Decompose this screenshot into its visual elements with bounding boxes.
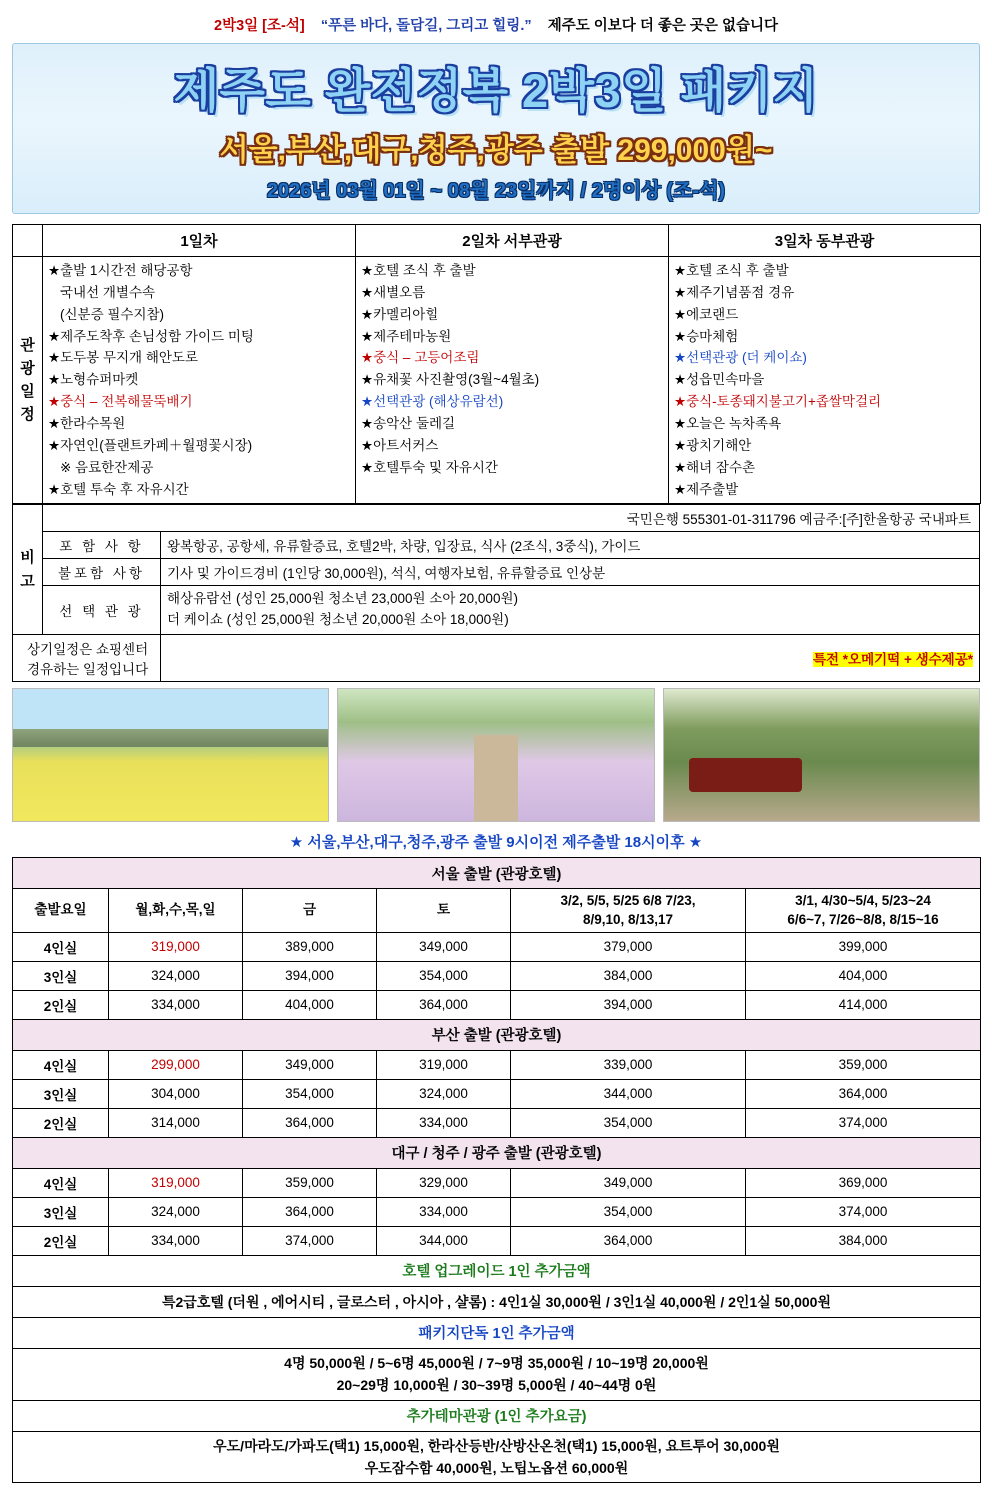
day3-line-7: ★중식-토종돼지불고기+좁쌀막걸리 <box>674 394 882 410</box>
day3-line-4: ★승마체험 <box>674 328 739 344</box>
day2-line-7: ★선택관광 (해상유람선) <box>361 394 504 410</box>
daegu-row-1-val-1: 364,000 <box>243 1197 377 1226</box>
daegu-row-2-val-3: 364,000 <box>511 1226 746 1255</box>
ecoland-train-photo <box>663 688 980 822</box>
upgrade-title: 호텔 업그레이드 1인 추가금액 <box>13 1255 981 1286</box>
seoul-row-0-val-2: 349,000 <box>377 932 511 961</box>
day3-line-8: ★오늘은 녹차족욕 <box>674 416 782 432</box>
daegu-row-2-val-1: 374,000 <box>243 1226 377 1255</box>
busan-row-1-label: 3인실 <box>13 1079 109 1108</box>
price-section-busan-title-row <box>13 1019 981 1050</box>
notes-include-key: 포 함 사 항 <box>43 532 161 559</box>
price-col-header-1: 월,화,수,목,일 <box>109 889 243 932</box>
day3-line-11: ★제주출발 <box>674 481 739 497</box>
daegu-row-0-val-0: 319,000 <box>109 1168 243 1197</box>
table-row <box>13 1079 981 1108</box>
seoul-row-2-val-4: 414,000 <box>746 990 981 1019</box>
seoul-row-0-val-4: 399,000 <box>746 932 981 961</box>
daegu-row-2-val-4: 384,000 <box>746 1226 981 1255</box>
notes-include-value: 왕복항공, 공항세, 유류할증료, 호텔2박, 차량, 입장료, 식사 (2조식, 3중식), 가이드 <box>161 532 980 559</box>
seoul-row-0-val-3: 379,000 <box>511 932 746 961</box>
busan-row-0-val-1: 349,000 <box>243 1050 377 1079</box>
itinerary-header-row <box>13 225 981 257</box>
tagline-part3: 제주도 이보다 더 좋은 곳은 없습니다 <box>547 18 778 34</box>
busan-row-2-val-2: 334,000 <box>377 1108 511 1137</box>
itinerary-table <box>12 224 981 504</box>
notes-exclude-value: 기사 및 가이드경비 (1인당 30,000원), 석식, 여행자보험, 유류할증료 인상분 <box>161 559 980 586</box>
notes-footer-row <box>13 635 980 682</box>
canola-field-photo <box>12 688 329 822</box>
seoul-row-0-val-1: 389,000 <box>243 932 377 961</box>
busan-row-2-val-1: 364,000 <box>243 1108 377 1137</box>
table-row <box>13 1168 981 1197</box>
daegu-row-1-val-0: 324,000 <box>109 1197 243 1226</box>
daegu-row-0-label: 4인실 <box>13 1168 109 1197</box>
notes-option-key: 선 택 관 광 <box>43 586 161 635</box>
day1-line-7: ★중식 – 전복해물뚝배기 <box>48 394 193 410</box>
seoul-row-2-val-2: 364,000 <box>377 990 511 1019</box>
itinerary-header-day2: 2일차 서부관광 <box>356 225 669 257</box>
banner-period: 2026년 03월 01일 ~ 08월 23일까지 / 2명이상 (조-석) <box>266 180 726 202</box>
table-row <box>13 1226 981 1255</box>
day3-line-6: ★성읍민속마을 <box>674 372 765 388</box>
price-section-title-daegu: 대구 / 청주 / 광주 출발 (관광호텔) <box>13 1137 981 1168</box>
special-offer-badge: 특전 *오메기떡 + 생수제공* <box>812 652 973 668</box>
price-col-header-2: 금 <box>243 889 377 932</box>
single-text-line2: 20~29명 10,000원 / 30~39명 5,000원 / 40~44명 0원 <box>336 1377 657 1394</box>
daegu-row-2-val-2: 344,000 <box>377 1226 511 1255</box>
itinerary-row-label: 관 광 일 정 <box>13 257 43 504</box>
itinerary-day1-cell <box>43 257 356 504</box>
day1-line-4: ★제주도착후 손님성함 가이드 미팅 <box>48 328 254 344</box>
seoul-row-1-val-2: 354,000 <box>377 961 511 990</box>
seoul-row-2-label: 2인실 <box>13 990 109 1019</box>
day2-line-10: ★호텔투숙 및 자유시간 <box>361 459 498 475</box>
day1-line-11: ★호텔 투숙 후 자유시간 <box>48 481 189 497</box>
price-section-seoul-title-row <box>13 858 981 889</box>
daegu-row-2-label: 2인실 <box>13 1226 109 1255</box>
option-line-1: 해상유람선 (성인 25,000원 청소년 23,000원 소아 20,000원) <box>167 591 518 607</box>
seoul-row-2-val-3: 394,000 <box>511 990 746 1019</box>
notes-row-label: 비 고 <box>13 505 43 635</box>
busan-row-1-val-1: 354,000 <box>243 1079 377 1108</box>
day1-line-9: ★자연인(플랜트카페＋월평꽃시장) <box>48 437 253 453</box>
price-col-header-5-line2: 6/6~7, 7/26~8/8, 8/15~16 <box>787 911 939 927</box>
table-row <box>13 932 981 961</box>
upgrade-title-row <box>13 1255 981 1286</box>
itinerary-header-day3: 3일차 동부관광 <box>669 225 981 257</box>
day3-line-1: ★호텔 조식 후 출발 <box>674 263 789 278</box>
price-col-header-4-line2: 8/9,10, 8/13,17 <box>582 911 674 927</box>
busan-row-1-val-0: 304,000 <box>109 1079 243 1108</box>
table-row <box>13 990 981 1019</box>
busan-row-2-val-0: 314,000 <box>109 1108 243 1137</box>
extra-text-line1: 우도/마라도/가파도(택1) 15,000원, 한라산등반/산방산온천(택1) 15,000원, 요트투어 30,000원 <box>213 1437 780 1454</box>
seoul-row-1-val-4: 404,000 <box>746 961 981 990</box>
seoul-row-0-val-0: 319,000 <box>109 932 243 961</box>
busan-row-0-val-4: 359,000 <box>746 1050 981 1079</box>
itinerary-body-row <box>13 257 981 504</box>
itinerary-corner <box>13 225 43 257</box>
price-col-header-0: 출발요일 <box>13 889 109 932</box>
price-section-daegu-title-row <box>13 1137 981 1168</box>
daegu-row-1-val-3: 354,000 <box>511 1197 746 1226</box>
extra-title: 추가테마관광 (1인 추가요금) <box>13 1400 981 1431</box>
seoul-row-2-val-1: 404,000 <box>243 990 377 1019</box>
itinerary-day3-cell <box>669 257 981 504</box>
tagline-part2: “푸른 바다, 돌담길, 그리고 힐링.” <box>320 18 532 34</box>
notes-exclude-row <box>13 559 980 586</box>
busan-row-1-val-3: 344,000 <box>511 1079 746 1108</box>
single-text-cell <box>13 1348 981 1400</box>
price-col-header-4-line1: 3/2, 5/5, 5/25 6/8 7/23, <box>560 893 696 909</box>
single-title-row <box>13 1317 981 1348</box>
price-section-title-seoul: 서울 출발 (관광호텔) <box>13 858 981 889</box>
busan-row-2-val-4: 374,000 <box>746 1108 981 1137</box>
day2-line-1: ★호텔 조식 후 출발 <box>361 263 476 278</box>
day1-line-1: ★출발 1시간전 해당공항 <box>48 263 193 278</box>
single-text-row <box>13 1348 981 1400</box>
price-col-header-3: 토 <box>377 889 511 932</box>
upgrade-text-row <box>13 1286 981 1317</box>
day2-line-8: ★송악산 둘레길 <box>361 416 456 432</box>
busan-row-2-val-3: 354,000 <box>511 1108 746 1137</box>
daegu-row-0-val-4: 369,000 <box>746 1168 981 1197</box>
bottom-spacer <box>0 1483 992 1497</box>
price-table <box>12 857 981 1483</box>
day1-line-3: (신분증 필수지참) <box>60 306 165 322</box>
departure-note: ★ 서울,부산,대구,청주,광주 출발 9시이전 제주출발 18시이후 ★ <box>289 834 703 852</box>
extra-text-row <box>13 1431 981 1483</box>
day2-line-6: ★유채꽃 사진촬영(3월~4월초) <box>361 372 540 388</box>
price-col-header-5-line1: 3/1, 4/30~5/4, 5/23~24 <box>795 893 931 909</box>
notes-bank-row <box>13 505 980 532</box>
extra-title-row <box>13 1400 981 1431</box>
day1-line-8: ★한라수목원 <box>48 416 126 432</box>
table-row <box>13 1050 981 1079</box>
title-banner <box>12 43 980 214</box>
day2-line-9: ★아트서커스 <box>361 437 439 453</box>
notes-footer-left: 상기일정은 쇼핑센터 경유하는 일정입니다 <box>13 635 161 682</box>
single-title: 패키지단독 1인 추가금액 <box>13 1317 981 1348</box>
hydrangea-path-photo <box>337 688 654 822</box>
day1-line-10: ※ 음료한잔제공 <box>60 459 154 475</box>
notes-exclude-key: 불포함 사항 <box>43 559 161 586</box>
day1-line-5: ★도두봉 무지개 해안도로 <box>48 350 199 366</box>
day2-line-3: ★카멜리아힐 <box>361 306 439 322</box>
table-row <box>13 1197 981 1226</box>
busan-row-2-label: 2인실 <box>13 1108 109 1137</box>
price-col-header-5 <box>746 889 981 932</box>
day2-line-5: ★중식 – 고등어조림 <box>361 350 480 366</box>
day1-line-6: ★노형슈퍼마켓 <box>48 372 139 388</box>
banner-subtitle: 서울,부산,대구,청주,광주 출발 299,000원~ <box>219 134 773 167</box>
daegu-row-1-label: 3인실 <box>13 1197 109 1226</box>
price-section-title-busan: 부산 출발 (관광호텔) <box>13 1019 981 1050</box>
price-header-row <box>13 889 981 932</box>
busan-row-0-val-3: 339,000 <box>511 1050 746 1079</box>
day3-line-3: ★에코랜드 <box>674 306 739 322</box>
seoul-row-2-val-0: 334,000 <box>109 990 243 1019</box>
busan-row-1-val-2: 324,000 <box>377 1079 511 1108</box>
busan-row-1-val-4: 364,000 <box>746 1079 981 1108</box>
single-text-line1: 4명 50,000원 / 5~6명 45,000원 / 7~9명 35,000원 / 10~19명 20,000원 <box>284 1354 709 1371</box>
itinerary-day2-cell <box>356 257 669 504</box>
day2-line-4: ★제주테마농원 <box>361 328 452 344</box>
daegu-row-0-val-3: 349,000 <box>511 1168 746 1197</box>
tagline-part1: 2박3일 [조-석] <box>214 18 305 34</box>
day3-line-5: ★선택관광 (더 케이쇼) <box>674 350 807 366</box>
price-col-header-4 <box>511 889 746 932</box>
photo-strip <box>12 688 980 822</box>
daegu-row-0-val-1: 359,000 <box>243 1168 377 1197</box>
daegu-row-0-val-2: 329,000 <box>377 1168 511 1197</box>
itinerary-header-day1: 1일차 <box>43 225 356 257</box>
tagline <box>0 0 992 41</box>
extra-text-cell <box>13 1431 981 1483</box>
notes-option-row <box>13 586 980 635</box>
notes-table <box>12 504 980 682</box>
upgrade-text: 특2급호텔 (더원 , 에어시티 , 글로스터 , 아시아 , 샬롬) : 4인1실 30,000원 / 3인1실 40,000원 / 2인1실 50,000원 <box>13 1286 981 1317</box>
day2-line-2: ★새별오름 <box>361 284 426 300</box>
daegu-row-2-val-0: 334,000 <box>109 1226 243 1255</box>
extra-text-line2: 우도잠수함 40,000원, 노팁노옵션 60,000원 <box>364 1459 629 1476</box>
banner-title: 제주도 완전정복 2박3일 패키지 <box>173 64 819 117</box>
notes-include-row <box>13 532 980 559</box>
bank-account: 국민은행 555301-01-311796 예금주:[주]한올항공 국내파트 <box>43 505 980 532</box>
busan-row-0-val-2: 319,000 <box>377 1050 511 1079</box>
seoul-row-0-label: 4인실 <box>13 932 109 961</box>
notes-footer-right-cell <box>161 635 980 682</box>
busan-row-0-label: 4인실 <box>13 1050 109 1079</box>
table-row <box>13 1108 981 1137</box>
day1-line-2: 국내선 개별수속 <box>60 284 156 300</box>
seoul-row-1-val-0: 324,000 <box>109 961 243 990</box>
day3-line-2: ★제주기념품점 경유 <box>674 284 795 300</box>
notes-option-value <box>161 586 980 635</box>
daegu-row-1-val-2: 334,000 <box>377 1197 511 1226</box>
day3-line-9: ★광치기해안 <box>674 437 752 453</box>
seoul-row-1-val-1: 394,000 <box>243 961 377 990</box>
option-line-2: 더 케이쇼 (성인 25,000원 청소년 20,000원 소아 18,000원) <box>167 612 509 628</box>
seoul-row-1-label: 3인실 <box>13 961 109 990</box>
seoul-row-1-val-3: 384,000 <box>511 961 746 990</box>
daegu-row-1-val-4: 374,000 <box>746 1197 981 1226</box>
day3-line-10: ★해녀 잠수촌 <box>674 459 756 475</box>
table-row <box>13 961 981 990</box>
busan-row-0-val-0: 299,000 <box>109 1050 243 1079</box>
